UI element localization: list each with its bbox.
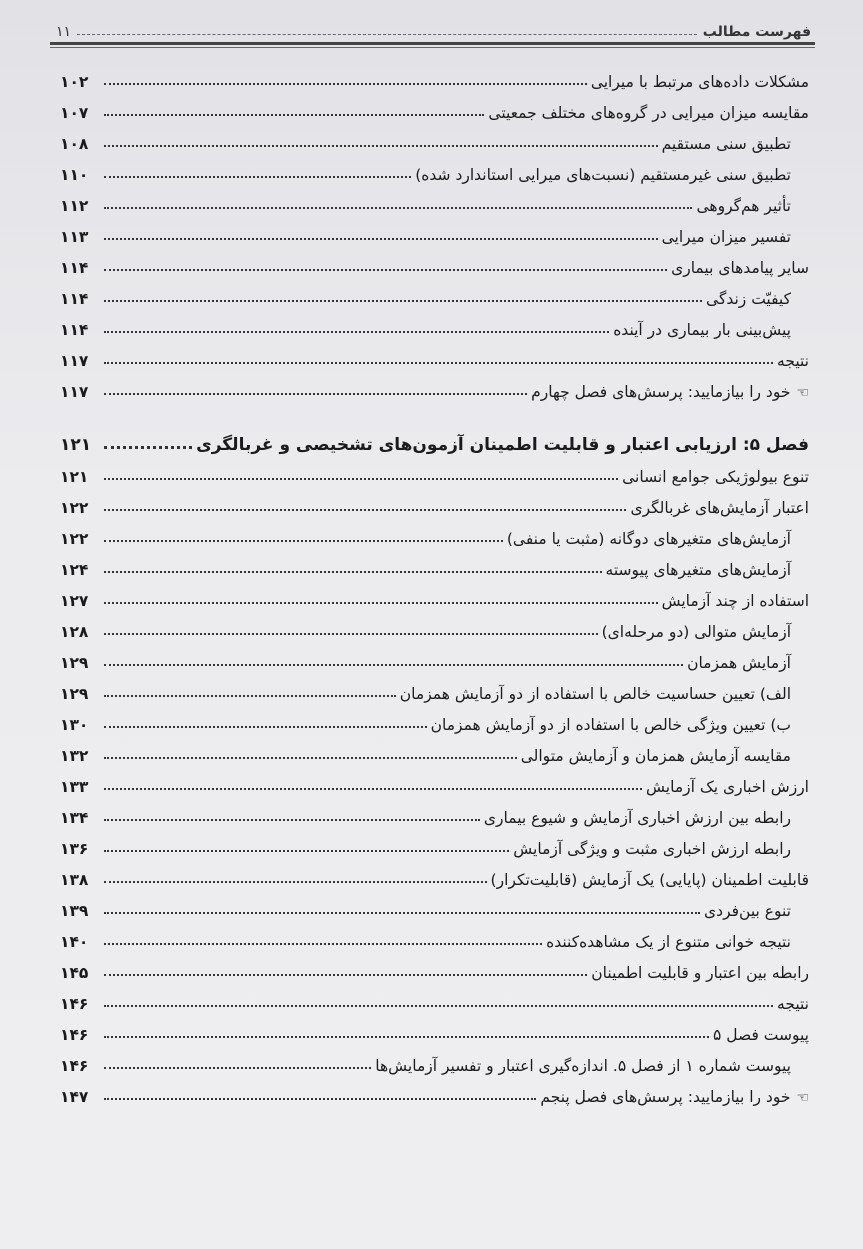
toc-leader xyxy=(104,819,480,821)
toc-entry-page: ۱۲۴ xyxy=(60,561,89,579)
toc-entry-page: ۱۴۶ xyxy=(60,1026,89,1044)
toc-leader xyxy=(104,269,667,271)
toc-entry-title: آزمایش متوالی (دو مرحله‌ای) xyxy=(601,623,791,641)
toc-entry-title: خود را بیازمایید: پرسش‌های فصل پنجم xyxy=(540,1088,791,1106)
toc-entry-title: استفاده از چند آزمایش xyxy=(661,592,809,610)
table-of-contents xyxy=(60,60,809,1106)
toc-entry xyxy=(60,1013,809,1044)
toc-entry xyxy=(60,641,809,672)
header-title: فهرست مطالب xyxy=(702,24,811,40)
toc-entry xyxy=(60,548,809,579)
pointing-hand-icon: ☜ xyxy=(796,1090,809,1106)
toc-entry-title: رابطه بین ارزش اخباری آزمایش و شیوع بیماری xyxy=(483,809,791,827)
toc-leader xyxy=(104,757,517,759)
toc-entry xyxy=(60,1044,809,1075)
pointing-hand-icon: ☜ xyxy=(796,385,809,401)
toc-entry-title: الف) تعیین حساسیت خالص با استفاده از دو آزمایش همزمان xyxy=(399,685,791,703)
toc-entry-title: پیوست فصل ۵ xyxy=(713,1026,809,1044)
toc-leader xyxy=(104,176,411,178)
toc-entry-page: ۱۰۷ xyxy=(60,104,89,122)
toc-entry-title: تنوع بیولوژیکی جوامع انسانی xyxy=(622,468,809,486)
toc-entry-title: مقایسه آزمایش همزمان و آزمایش متوالی xyxy=(520,747,791,765)
toc-entry-page: ۱۱۰ xyxy=(60,166,89,184)
toc-entry-title: رابطه ارزش اخباری مثبت و ویژگی آزمایش xyxy=(513,840,791,858)
toc-entry-page: ۱۲۱ xyxy=(60,468,89,486)
toc-entry xyxy=(60,920,809,951)
toc-entry-title: مقایسه میزان میرایی در گروه‌های مختلف جمعیتی xyxy=(488,104,809,122)
toc-leader xyxy=(104,83,587,85)
toc-entry-page: ۱۲۲ xyxy=(60,499,89,517)
toc-leader xyxy=(104,393,527,395)
toc-entry xyxy=(60,796,809,827)
toc-entry-title: رابطه بین اعتبار و قابلیت اطمینان xyxy=(591,964,809,982)
header-page-number: ۱۱ xyxy=(56,24,72,40)
toc-entry-title: ارزش اخباری یک آزمایش xyxy=(646,778,809,796)
chapter-title: فصل ۵: ارزیابی اعتبار و قابلیت اطمینان آزمون‌های تشخیصی و غربالگری xyxy=(196,435,809,455)
toc-entry xyxy=(60,579,809,610)
header-rule xyxy=(50,42,815,48)
toc-leader xyxy=(104,912,700,914)
toc-entry-title: آزمایش‌های متغیرهای دوگانه (مثبت یا منفی) xyxy=(506,530,791,548)
toc-chapter-5-heading xyxy=(60,421,809,455)
toc-entry-title: اعتبار آزمایش‌های غربالگری xyxy=(630,499,809,517)
toc-leader xyxy=(104,145,658,147)
toc-leader xyxy=(104,362,773,364)
toc-entry-title: پیوست شماره ۱ از فصل ۵. اندازه‌گیری اعتبار و تفسیر آزمایش‌ها xyxy=(375,1057,791,1075)
toc-leader xyxy=(104,478,618,480)
toc-leader xyxy=(104,571,602,573)
toc-entry xyxy=(60,486,809,517)
toc-leader xyxy=(104,1067,371,1069)
toc-leader xyxy=(104,633,598,635)
toc-entry xyxy=(60,122,809,153)
toc-entry-title: پیش‌بینی بار بیماری در آینده xyxy=(613,321,791,339)
toc-entry-page: ۱۴۶ xyxy=(60,995,89,1013)
toc-entry-title: تنوع بین‌فردی xyxy=(704,902,791,920)
toc-entry-page: ۱۰۸ xyxy=(60,135,89,153)
toc-entry-page: ۱۱۴ xyxy=(60,290,89,308)
toc-entry xyxy=(60,610,809,641)
toc-entry-title: سایر پیامدهای بیماری xyxy=(671,259,809,277)
toc-entry-title: آزمایش همزمان xyxy=(687,654,791,672)
toc-leader xyxy=(104,331,609,333)
toc-entry xyxy=(60,982,809,1013)
toc-entry-title: تأثیر هم‌گروهی xyxy=(696,197,791,215)
toc-group-chapter-5 xyxy=(60,455,809,1075)
toc-entry xyxy=(60,672,809,703)
section-gap xyxy=(60,401,809,421)
toc-entry xyxy=(60,153,809,184)
toc-leader xyxy=(104,207,692,209)
toc-entry xyxy=(60,889,809,920)
toc-entry-page: ۱۲۷ xyxy=(60,592,89,610)
chapter-page: ۱۲۱ xyxy=(60,435,92,455)
toc-entry-page: ۱۱۳ xyxy=(60,228,89,246)
toc-entry-page: ۱۱۴ xyxy=(60,321,89,339)
toc-entry-title: نتیجه xyxy=(777,352,809,370)
toc-entry-page: ۱۴۷ xyxy=(60,1088,89,1106)
toc-entry-page: ۱۳۸ xyxy=(60,871,89,889)
toc-leader xyxy=(104,664,683,666)
toc-entry xyxy=(60,215,809,246)
toc-entry xyxy=(60,765,809,796)
toc-entry-page: ۱۱۲ xyxy=(60,197,89,215)
toc-leader xyxy=(104,300,702,302)
toc-entry xyxy=(60,91,809,122)
toc-entry-page: ۱۲۸ xyxy=(60,623,89,641)
toc-leader xyxy=(104,446,192,449)
toc-entry-page: ۱۱۴ xyxy=(60,259,89,277)
toc-leader xyxy=(104,943,542,945)
toc-entry-title: آزمایش‌های متغیرهای پیوسته xyxy=(605,561,791,579)
toc-entry-title: نتیجه xyxy=(777,995,809,1013)
toc-entry-page: ۱۴۰ xyxy=(60,933,89,951)
toc-entry-page: ۱۳۰ xyxy=(60,716,89,734)
toc-leader xyxy=(104,238,658,240)
toc-entry-title: تطبیق سنی مستقیم xyxy=(661,135,791,153)
toc-leader xyxy=(104,881,487,883)
toc-entry xyxy=(60,339,809,370)
toc-entry-page: ۱۱۷ xyxy=(60,383,89,401)
toc-entry xyxy=(60,703,809,734)
toc-entry-title: کیفیّت زندگی xyxy=(706,290,791,308)
toc-entry xyxy=(60,455,809,486)
toc-entry-title: مشکلات داده‌های مرتبط با میرایی xyxy=(590,73,809,91)
toc-entry-title: نتیجه خوانی متنوع از یک مشاهده‌کننده xyxy=(546,933,791,951)
toc-entry xyxy=(60,60,809,91)
toc-leader xyxy=(104,695,396,697)
toc-entry-title: قابلیت اطمینان (پایایی) یک آزمایش (قابلیت‌تکرار) xyxy=(490,871,809,889)
toc-leader xyxy=(104,540,503,542)
toc-entry-page: ۱۱۷ xyxy=(60,352,89,370)
toc-entry xyxy=(60,184,809,215)
toc-entry-page: ۱۳۴ xyxy=(60,809,89,827)
toc-entry-review-ch4 xyxy=(60,370,809,401)
toc-entry xyxy=(60,517,809,548)
header-leader xyxy=(77,34,697,35)
toc-leader xyxy=(104,1036,709,1038)
toc-entry-page: ۱۳۲ xyxy=(60,747,89,765)
toc-leader xyxy=(104,974,587,976)
toc-entry-page: ۱۳۹ xyxy=(60,902,89,920)
toc-entry-title: خود را بیازمایید: پرسش‌های فصل چهارم xyxy=(531,383,791,401)
toc-leader xyxy=(104,1098,536,1100)
toc-entry-page: ۱۴۵ xyxy=(60,964,89,982)
toc-entry-title: ب) تعیین ویژگی خالص با استفاده از دو آزمایش همزمان xyxy=(430,716,791,734)
toc-leader xyxy=(104,602,658,604)
toc-entry-page: ۱۰۲ xyxy=(60,73,89,91)
toc-entry xyxy=(60,308,809,339)
toc-entry-page: ۱۲۹ xyxy=(60,654,89,672)
toc-leader xyxy=(104,509,626,511)
page-header xyxy=(56,14,811,40)
toc-leader xyxy=(104,850,509,852)
toc-entry-title: تطبیق سنی غیرمستقیم (نسبت‌های میرایی استاندارد شده) xyxy=(415,166,791,184)
toc-entry xyxy=(60,277,809,308)
toc-entry xyxy=(60,734,809,765)
toc-entry-review-ch5 xyxy=(60,1075,809,1106)
toc-leader xyxy=(104,1005,773,1007)
toc-entry-page: ۱۳۳ xyxy=(60,778,89,796)
toc-entry-page: ۱۳۶ xyxy=(60,840,89,858)
toc-group-chapter-4 xyxy=(60,60,809,370)
toc-entry-title: تفسیر میزان میرایی xyxy=(661,228,791,246)
toc-leader xyxy=(104,726,427,728)
toc-entry xyxy=(60,951,809,982)
toc-leader xyxy=(104,114,484,116)
toc-entry xyxy=(60,858,809,889)
toc-entry xyxy=(60,827,809,858)
toc-entry xyxy=(60,246,809,277)
toc-leader xyxy=(104,788,642,790)
toc-entry-page: ۱۴۶ xyxy=(60,1057,89,1075)
toc-entry-page: ۱۲۹ xyxy=(60,685,89,703)
toc-entry-page: ۱۲۲ xyxy=(60,530,89,548)
